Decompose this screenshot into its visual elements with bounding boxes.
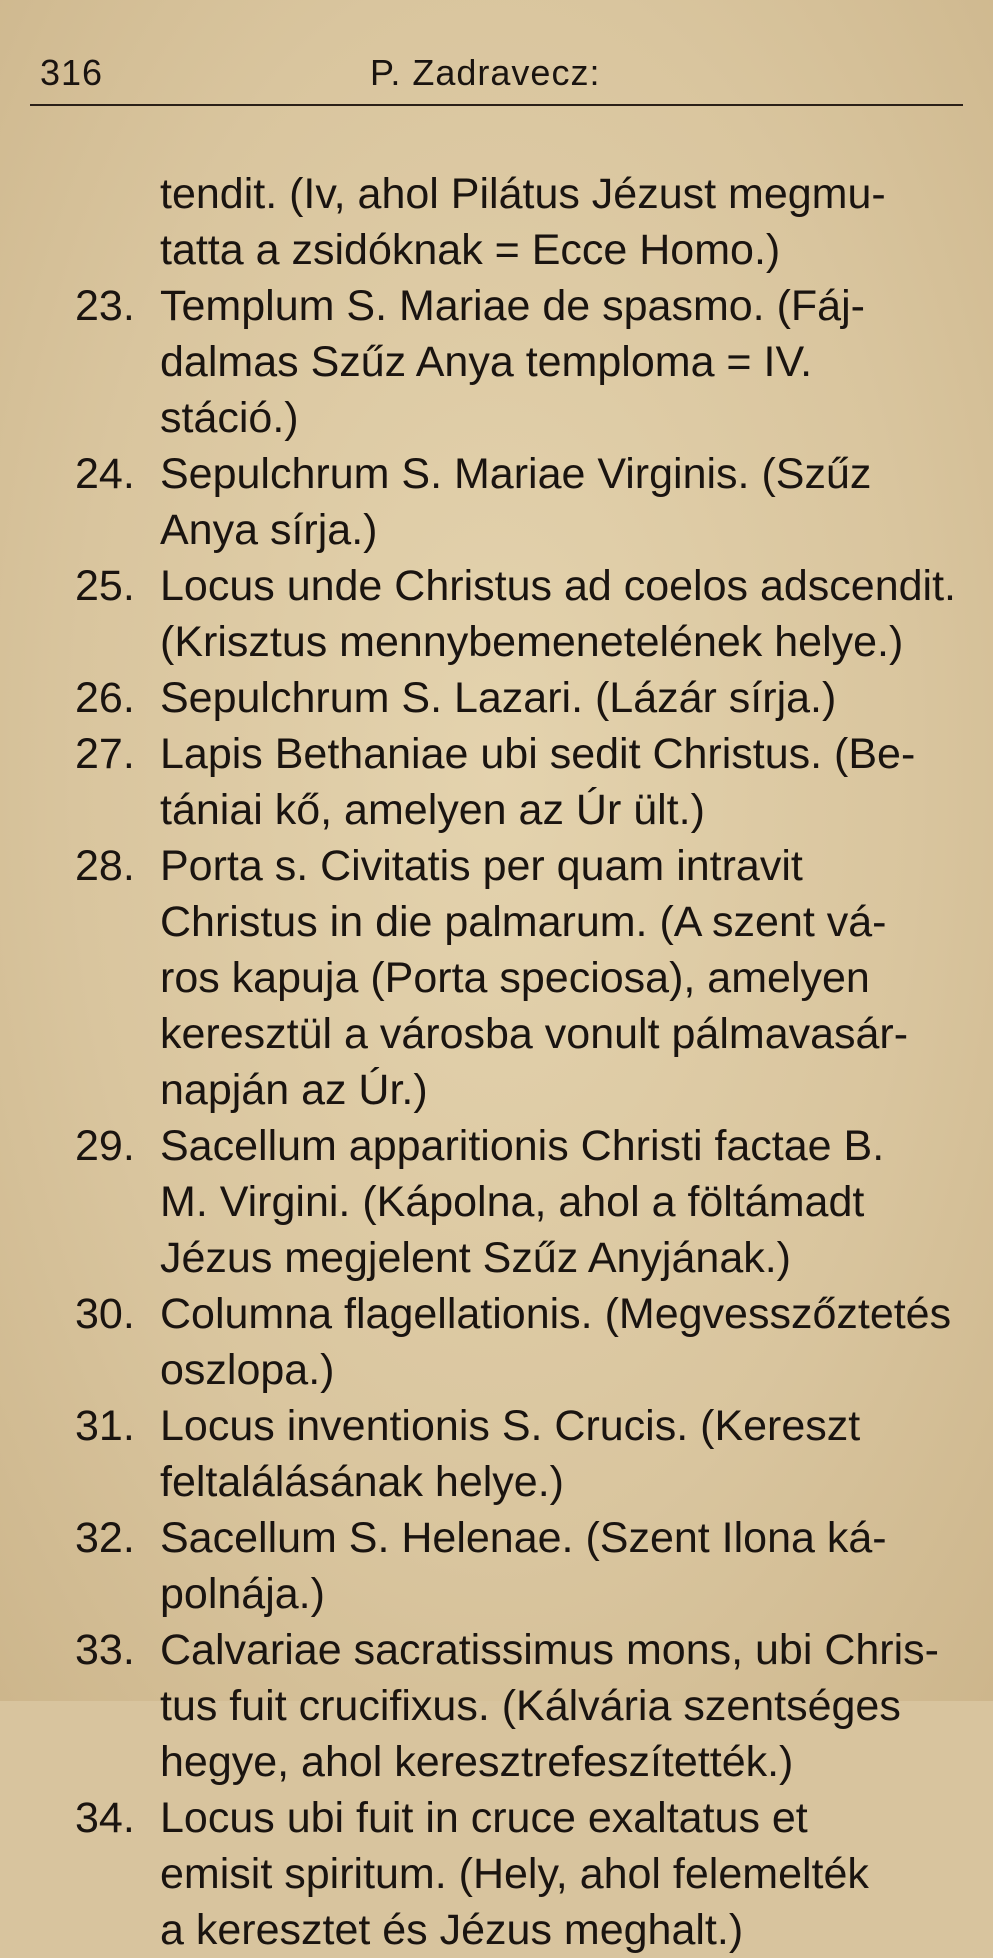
item-number: 28. [75, 842, 135, 890]
text-line [60, 1454, 960, 1510]
item-number: 30. [75, 1290, 135, 1338]
line-text: tus fuit crucifixus. (Kálvária szentséges [160, 1682, 901, 1730]
text-line [60, 278, 960, 334]
line-text: polnája.) [160, 1570, 325, 1618]
line-text: Porta s. Civitatis per quam intravit [160, 842, 803, 890]
text-line [60, 1846, 960, 1902]
text-line [60, 1622, 960, 1678]
line-text: tatta a zsidóknak = Ecce Homo.) [160, 226, 781, 274]
header-rule [30, 104, 963, 106]
line-text: tendit. (Iv, ahol Pilátus Jézust megmu- [160, 170, 886, 218]
text-line [60, 1174, 960, 1230]
text-line [60, 222, 960, 278]
line-text: Lapis Bethaniae ubi sedit Christus. (Be- [160, 730, 916, 778]
text-line [60, 614, 960, 670]
running-head: P. Zadravecz: [370, 52, 601, 93]
text-line [60, 894, 960, 950]
line-text: (Krisztus mennybemenetelének helye.) [160, 618, 904, 666]
text-line [60, 558, 960, 614]
item-number: 29. [75, 1122, 135, 1170]
item-number: 24. [75, 450, 135, 498]
line-text: Sacellum S. Helenae. (Szent Ilona ká- [160, 1514, 887, 1562]
item-number: 25. [75, 562, 135, 610]
text-line [60, 726, 960, 782]
item-number: 31. [75, 1402, 135, 1450]
text-line [60, 1286, 960, 1342]
line-text: Sacellum apparitionis Christi factae B. [160, 1122, 885, 1170]
item-number: 33. [75, 1626, 135, 1674]
text-line [60, 446, 960, 502]
text-line [60, 1118, 960, 1174]
text-line [60, 1230, 960, 1286]
line-text: oszlopa.) [160, 1346, 335, 1394]
item-number: 34. [75, 1794, 135, 1842]
line-text: emisit spiritum. (Hely, ahol felemelték [160, 1850, 869, 1898]
line-text: Templum S. Mariae de spasmo. (Fáj- [160, 282, 865, 330]
text-line [60, 1678, 960, 1734]
line-text: hegye, ahol keresztrefeszítették.) [160, 1738, 794, 1786]
text-line [60, 502, 960, 558]
line-text: tániai kő, amelyen az Úr ült.) [160, 786, 705, 834]
line-text: M. Virgini. (Kápolna, ahol a föltámadt [160, 1178, 865, 1226]
text-line [60, 950, 960, 1006]
text-line [60, 1790, 960, 1846]
text-line [60, 1566, 960, 1622]
line-text: feltalálásának helye.) [160, 1458, 564, 1506]
item-number: 32. [75, 1514, 135, 1562]
line-text: dalmas Szűz Anya temploma = IV. [160, 338, 813, 386]
text-line [60, 782, 960, 838]
item-number: 23. [75, 282, 135, 330]
body-text [60, 166, 960, 1958]
line-text: Sepulchrum S. Lazari. (Lázár sírja.) [160, 674, 837, 722]
text-line [60, 670, 960, 726]
text-line [60, 1510, 960, 1566]
text-line [60, 1342, 960, 1398]
text-line [60, 1398, 960, 1454]
line-text: napján az Úr.) [160, 1066, 428, 1114]
line-text: Columna flagellationis. (Megvesszőztetés [160, 1290, 952, 1338]
text-line [60, 1902, 960, 1958]
text-line [60, 1006, 960, 1062]
line-text: stáció.) [160, 394, 299, 442]
line-text: ros kapuja (Porta speciosa), amelyen [160, 954, 870, 1002]
text-line [60, 838, 960, 894]
line-text: Locus inventionis S. Crucis. (Kereszt [160, 1402, 861, 1450]
line-text: Locus unde Christus ad coelos adscendit. [160, 562, 956, 610]
page-number: 316 [40, 52, 104, 93]
line-text: Sepulchrum S. Mariae Virginis. (Szűz [160, 450, 872, 498]
item-number: 27. [75, 730, 135, 778]
text-line [60, 334, 960, 390]
line-text: Jézus megjelent Szűz Anyjának.) [160, 1234, 791, 1282]
line-text: a keresztet és Jézus meghalt.) [160, 1906, 744, 1954]
text-line [60, 166, 960, 222]
line-text: Anya sírja.) [160, 506, 378, 554]
item-number: 26. [75, 674, 135, 722]
text-line [60, 390, 960, 446]
text-line [60, 1734, 960, 1790]
line-text: Locus ubi fuit in cruce exaltatus et [160, 1794, 808, 1842]
line-text: Christus in die palmarum. (A szent vá- [160, 898, 887, 946]
line-text: keresztül a városba vonult pálmavasár- [160, 1010, 909, 1058]
line-text: Calvariae sacratissimus mons, ubi Chris- [160, 1626, 939, 1674]
text-line [60, 1062, 960, 1118]
page-header [40, 52, 953, 102]
